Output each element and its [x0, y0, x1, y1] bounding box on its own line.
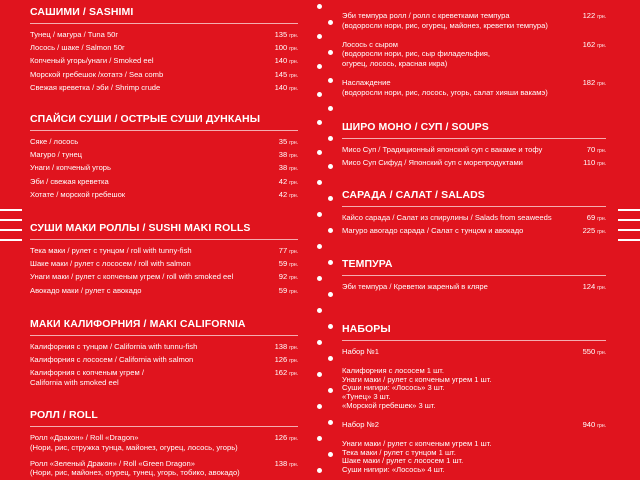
menu-list — [342, 145, 606, 170]
menu-item: Морской гребешок /хотатэ / Sea comb 145 грн. — [30, 70, 298, 82]
section-title: МАКИ КАЛИФОРНИЯ / MAKI CALIFORNIA — [30, 318, 246, 330]
decorative-dot — [328, 324, 333, 329]
section-rolls-continued — [342, 11, 606, 99]
left-edge-stripe — [0, 219, 22, 221]
price: 35 грн. — [278, 137, 298, 146]
decorative-dot — [328, 356, 333, 361]
menu-item: Свежая креветка / эби / Shrimp crude 140 грн. — [30, 83, 298, 95]
price: 69 грн. — [586, 213, 606, 222]
menu-item: Лосось / шаке / Salmon 50г 100 грн. — [30, 43, 298, 55]
decorative-dot — [328, 50, 333, 55]
left-edge-stripe — [0, 239, 22, 241]
menu-item: Магуро авогадо сарада / Салат с тунцом и авокадо 225 грн. — [342, 226, 606, 238]
decorative-dot — [317, 150, 322, 155]
decorative-dot — [328, 20, 333, 25]
decorative-dot — [328, 388, 333, 393]
decorative-dot — [328, 136, 333, 141]
section-divider — [342, 275, 606, 276]
section-tempura — [342, 258, 606, 295]
section-maki-california — [30, 318, 298, 389]
section-salads — [342, 189, 606, 239]
section-title: САШИМИ / SASHIMI — [30, 6, 134, 18]
menu-item: Хотате / морской гребешок 42 грн. — [30, 190, 298, 202]
menu-item: Наслаждение (водоросли нори, рис, лосось, угорь, салат хияши вакамэ) 182 грн. — [342, 78, 606, 97]
price: 92 грн. — [278, 272, 298, 282]
section-divider — [342, 138, 606, 139]
menu-item: Ролл «Дракон» / Roll «Dragon» (Нори, рис, стружка тунца, майонез, огурец, лосось, угорь) 126 грн. — [30, 433, 298, 452]
decorative-dot — [317, 64, 322, 69]
price: 38 грн. — [278, 150, 298, 160]
decorative-dot — [317, 34, 322, 39]
menu-item: Магуро / тунец 38 грн. — [30, 150, 298, 162]
decorative-dot — [328, 420, 333, 425]
section-title: РОЛЛ / ROLL — [30, 409, 98, 421]
menu-item: Эби темпура ролл / ролл с креветками темпура (водоросли нори, рис, огурец, майонез, креветки темпура) 122 грн. — [342, 11, 606, 30]
price: 225 грн. — [582, 226, 606, 236]
price: 162 грн. — [582, 39, 606, 49]
decorative-dot — [317, 436, 322, 441]
set-1 — [342, 347, 606, 410]
price: 126 грн. — [274, 433, 298, 442]
decorative-dot — [317, 120, 322, 125]
section-title: ТЕМПУРА — [342, 258, 393, 270]
decorative-dot — [328, 196, 333, 201]
menu-item: Тунец / магура / Tuna 50г 135 грн. — [30, 30, 298, 42]
price: 38 грн. — [278, 163, 298, 173]
set-contents: Унаги маки / рулет с копченым угрем 1 шт. Тека маки / рулет с тунцом 1 шт. Шаке маки / рулет с лососем 1 шт. Суши нигири: «Лосось» 4 шт. — [342, 438, 492, 474]
menu-item: Кайсо сарада / Салат из спирулины / Salads from seaweeds 69 грн. — [342, 213, 606, 225]
menu-list — [30, 342, 298, 388]
menu-item: Шаке маки / рулет с лососем / roll with salmon 59 грн. — [30, 259, 298, 271]
menu-item: Тека маки / рулет с тунцом / roll with tunny-fish 77 грн. — [30, 246, 298, 258]
price: 59 грн. — [278, 259, 298, 269]
section-sets — [342, 323, 606, 476]
section-divider — [30, 130, 298, 131]
decorative-dot — [328, 106, 333, 111]
right-edge-stripe — [618, 219, 640, 221]
section-divider — [342, 340, 606, 341]
menu-item: Авокадо маки / рулет с авокадо 59 грн. — [30, 286, 298, 298]
decorative-dot — [328, 292, 333, 297]
right-edge-stripe — [618, 229, 640, 231]
decorative-dot — [328, 228, 333, 233]
price: 77 грн. — [278, 246, 298, 255]
decorative-dot — [317, 468, 322, 473]
center-dot-column — [319, 0, 323, 480]
decorative-dot — [317, 212, 322, 217]
price: 110 грн. — [583, 158, 606, 168]
decorative-dot — [328, 260, 333, 265]
section-title: СУШИ МАКИ РОЛЛЫ / SUSHI MAKI ROLLS — [30, 222, 251, 234]
section-divider — [30, 239, 298, 240]
left-edge-stripe — [0, 209, 22, 211]
menu-item: Эби темпура / Креветки жареный в кляре 124 грн. — [342, 282, 606, 294]
section-divider — [30, 335, 298, 336]
price: 126 грн. — [274, 355, 298, 365]
right-edge-stripe — [618, 209, 640, 211]
menu-item: Ролл «Зеленый Дракон» / Roll «Green Dragon» (Нори, рис, майонез, огурец, тунец, угорь, тобико, авокадо) 138 грн. — [30, 458, 298, 478]
menu-item: Сяке / лосось 35 грн. — [30, 137, 298, 149]
price: 42 грн. — [278, 176, 298, 186]
price: 940 грн. — [582, 419, 606, 429]
section-sashimi — [30, 6, 298, 96]
price: 100 грн. — [274, 43, 298, 53]
menu-list — [30, 30, 298, 94]
decorative-dot — [317, 244, 322, 249]
menu-list — [342, 213, 606, 238]
menu-list — [342, 11, 606, 97]
price: 59 грн. — [278, 285, 298, 295]
decorative-dot — [317, 308, 322, 313]
menu-list — [30, 246, 298, 297]
menu-item: Эби / свежая креветка 42 грн. — [30, 177, 298, 189]
section-title: ШИРО МОНО / СУП / SOUPS — [342, 121, 489, 133]
price: 124 грн. — [582, 282, 606, 291]
menu-list — [30, 433, 298, 478]
menu-list — [30, 137, 298, 201]
section-roll — [30, 409, 298, 480]
price: 70 грн. — [586, 145, 606, 154]
menu-item: Мисо Суп Сифуд / Японский суп с морепродуктами 110 грн. — [342, 158, 606, 170]
price: 182 грн. — [582, 78, 606, 88]
price: 140 грн. — [274, 82, 298, 92]
menu-item: Унаги маки / рулет с копченым угрем / roll with smoked eel 92 грн. — [30, 272, 298, 284]
section-title: САРАДА / САЛАТ / SALADS — [342, 189, 485, 201]
menu-item: Калифорния с тунцом / California with tunnu-fish 138 грн. — [30, 342, 298, 354]
price: 135 грн. — [274, 30, 298, 39]
decorative-dot — [317, 404, 322, 409]
decorative-dot — [328, 452, 333, 457]
section-divider — [342, 206, 606, 207]
menu-list — [342, 282, 606, 294]
set-2 — [342, 420, 606, 475]
price: 162 грн. — [274, 368, 298, 378]
section-title: НАБОРЫ — [342, 323, 391, 335]
price: 138 грн. — [274, 342, 298, 351]
menu-item: Унаги / копченый угорь 38 грн. — [30, 163, 298, 175]
price: 42 грн. — [278, 189, 298, 199]
section-divider — [30, 426, 298, 427]
right-edge-stripe — [618, 239, 640, 241]
menu-item: Мисо Суп / Традиционный японский суп с вакаме и тофу 70 грн. — [342, 145, 606, 157]
decorative-dot — [328, 164, 333, 169]
decorative-dot — [317, 372, 322, 377]
set-contents: Калифорния с лососем 1 шт. Унаги маки / рулет с копченым угрем 1 шт. Суши нигири: «Лосось» 3 шт. «Тунец» 3 шт. «Морской гребешек» 3 шт. — [342, 366, 492, 410]
price: 122 грн. — [582, 11, 606, 20]
section-maki-rolls — [30, 222, 298, 299]
price: 140 грн. — [274, 56, 298, 66]
price: 138 грн. — [274, 458, 298, 468]
menu-item: Копченый угорь/унаги / Smoked eel 140 грн. — [30, 56, 298, 68]
menu-item: Калифорния с копченым угрем / California with smoked eel 162 грн. — [30, 368, 298, 387]
set-header: Набор №2 940 грн. — [342, 420, 606, 432]
decorative-dot — [317, 340, 322, 345]
decorative-dot — [317, 4, 322, 9]
section-divider — [30, 23, 298, 24]
section-title: СПАЙСИ СУШИ / ОСТРЫЕ СУШИ ДУНКАНЫ — [30, 113, 261, 125]
menu-item: Калифорния с лососем / California with salmon 126 грн. — [30, 355, 298, 367]
price: 145 грн. — [274, 69, 298, 79]
menu-item: Лосось с сыром (водоросли нори, рис, сыр филадельфия, огурец, лосось, красная икра) 162 грн. — [342, 39, 606, 68]
section-spicy-sushi — [30, 113, 298, 203]
left-edge-stripe — [0, 229, 22, 231]
price: 550 грн. — [582, 347, 606, 356]
section-soups — [342, 121, 606, 171]
set-header: Набор №1 550 грн. — [342, 347, 606, 359]
decorative-dot — [317, 180, 322, 185]
decorative-dot — [317, 276, 322, 281]
decorative-dot — [328, 78, 333, 83]
decorative-dot — [317, 92, 322, 97]
